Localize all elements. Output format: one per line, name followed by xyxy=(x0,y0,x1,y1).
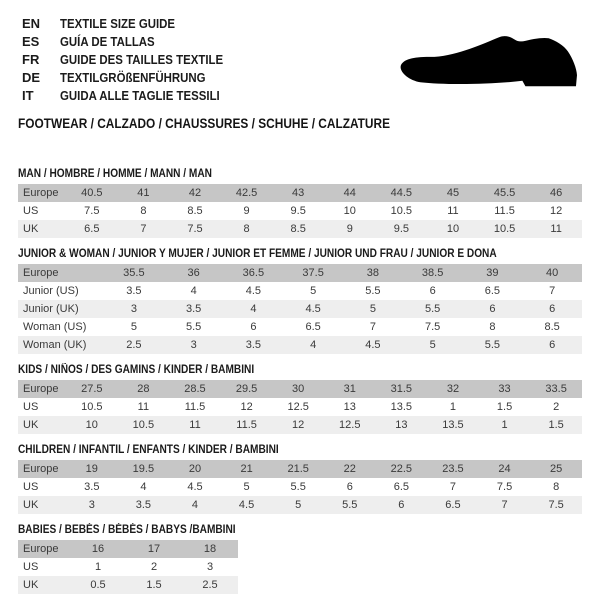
size-cell: 11.5 xyxy=(494,205,515,217)
size-table-block-junior-woman xyxy=(18,248,582,354)
size-cell: 0.5 xyxy=(90,579,106,591)
size-cell: 4.5 xyxy=(238,499,255,511)
size-cell: 9 xyxy=(346,223,353,235)
size-cell: 8 xyxy=(553,481,560,493)
size-cell: 5.5 xyxy=(365,285,381,297)
language-title xyxy=(60,34,168,49)
language-code: FR xyxy=(22,51,40,67)
size-cell: 6.5 xyxy=(445,499,461,511)
table-row xyxy=(18,496,582,514)
size-cell: 16 xyxy=(91,543,105,555)
size-cell: 21 xyxy=(240,463,253,475)
size-cell: 31.5 xyxy=(390,383,413,395)
size-cell: 3 xyxy=(130,303,137,315)
size-cell: 5.5 xyxy=(484,339,501,351)
table-row xyxy=(18,282,582,300)
row-label: Junior (US) xyxy=(23,285,79,297)
size-cell: 3.5 xyxy=(84,481,100,493)
size-cell: 38.5 xyxy=(421,267,444,279)
table-row xyxy=(18,576,238,594)
size-cell: 31 xyxy=(343,383,356,395)
size-cell: 1 xyxy=(94,561,102,573)
size-cell: 38 xyxy=(366,267,379,279)
language-code: IT xyxy=(22,87,34,103)
size-cell: 4.5 xyxy=(245,285,262,297)
language-title xyxy=(60,16,191,31)
language-code: EN xyxy=(22,15,41,31)
row-label: US xyxy=(23,205,39,217)
size-table-block-children xyxy=(18,444,582,514)
size-cell: 19 xyxy=(85,463,98,475)
row-label: Junior (UK) xyxy=(23,303,79,315)
size-cell: 12.5 xyxy=(287,401,309,413)
language-title-text: TEXTILE SIZE GUIDE xyxy=(60,15,176,31)
size-cell: 23.5 xyxy=(442,463,464,475)
table-header-row xyxy=(18,184,582,202)
size-cell: 1.5 xyxy=(496,401,513,413)
size-cell: 8.5 xyxy=(187,205,203,217)
row-label: US xyxy=(23,561,39,573)
size-cell: 3 xyxy=(190,339,197,351)
size-cell: 5 xyxy=(429,339,436,351)
size-cell: 11 xyxy=(550,223,562,235)
size-cell: 6.5 xyxy=(484,285,501,297)
size-cell: 10.5 xyxy=(132,419,155,431)
size-cell: 7.5 xyxy=(424,321,441,333)
size-table-title-text: KIDS / NIÑOS / DES GAMINS / KINDER / BAMBINI xyxy=(18,364,255,376)
size-cell: 8 xyxy=(140,205,147,217)
row-label: UK xyxy=(23,579,39,591)
row-label: Europe xyxy=(23,383,59,395)
size-cell: 12.5 xyxy=(339,419,361,431)
size-cell: 7.5 xyxy=(187,223,203,235)
size-table-children xyxy=(18,460,582,514)
language-title-text: GUÍA DE TALLAS xyxy=(60,33,155,49)
language-row-en xyxy=(22,14,582,32)
size-cell: 6 xyxy=(549,339,556,351)
size-cell: 19.5 xyxy=(132,463,155,475)
size-cell: 2.5 xyxy=(202,579,218,591)
size-cell: 36.5 xyxy=(242,267,265,279)
size-cell: 6.5 xyxy=(393,481,409,493)
size-cell: 2 xyxy=(553,401,560,413)
size-table-title-text: BABIES / BEBÉS / BÉBÉS / BABYS /BAMBINI xyxy=(18,524,236,536)
size-cell: 3 xyxy=(88,499,95,511)
size-cell: 8.5 xyxy=(290,223,306,235)
language-title-text: GUIDE DES TAILLES TEXTILE xyxy=(60,51,224,67)
size-cell: 5 xyxy=(130,321,137,333)
row-label: UK xyxy=(23,419,39,431)
size-table-title-text: JUNIOR & WOMAN / JUNIOR Y MUJER / JUNIOR ET FEMME / JUNIOR UND FRAU / JUNIOR E DONA xyxy=(18,248,497,260)
language-title xyxy=(60,70,225,85)
table-row xyxy=(18,558,238,576)
size-table-block-man xyxy=(18,168,582,238)
size-cell: 6 xyxy=(429,285,436,297)
size-cell: 5 xyxy=(295,499,302,511)
size-cell: 11.5 xyxy=(184,401,206,413)
table-row xyxy=(18,220,582,238)
size-cell: 22.5 xyxy=(390,463,413,475)
size-tables-section xyxy=(18,168,582,594)
size-cell: 2 xyxy=(150,561,158,573)
size-cell: 45.5 xyxy=(493,187,516,199)
size-cell: 11 xyxy=(189,419,201,431)
language-code: ES xyxy=(22,33,40,49)
size-table-kids xyxy=(18,380,582,434)
table-row xyxy=(18,416,582,434)
size-table-block-kids xyxy=(18,364,582,434)
size-table-babies xyxy=(18,540,238,594)
size-cell: 5 xyxy=(310,285,317,297)
size-cell: 4 xyxy=(191,499,199,511)
size-cell: 7 xyxy=(369,321,376,333)
size-table-block-babies xyxy=(18,524,582,594)
size-cell: 4 xyxy=(250,303,257,315)
size-cell: 7.5 xyxy=(548,499,564,511)
size-cell: 4.5 xyxy=(305,303,321,315)
table-row xyxy=(18,478,582,496)
size-cell: 6.5 xyxy=(84,223,100,235)
size-cell: 7 xyxy=(549,285,556,297)
size-cell: 3.5 xyxy=(135,499,152,511)
language-code: DE xyxy=(22,69,41,85)
category-heading xyxy=(18,117,582,131)
size-cell: 24 xyxy=(498,463,511,475)
size-cell: 8 xyxy=(489,321,496,333)
size-cell: 10 xyxy=(85,419,98,431)
size-cell: 9 xyxy=(243,205,250,217)
table-row xyxy=(18,336,582,354)
size-cell: 40 xyxy=(546,267,559,279)
size-cell: 28 xyxy=(137,383,150,395)
table-header-row xyxy=(18,460,582,478)
dress-shoe-icon xyxy=(400,34,578,94)
size-cell: 46 xyxy=(550,187,563,199)
size-cell: 10.5 xyxy=(493,223,516,235)
size-cell: 2.5 xyxy=(126,339,142,351)
size-cell: 3 xyxy=(206,561,214,573)
size-cell: 33 xyxy=(498,383,511,395)
size-cell: 18 xyxy=(203,543,217,555)
size-cell: 1.5 xyxy=(146,579,162,591)
size-cell: 10.5 xyxy=(390,205,413,217)
size-cell: 6 xyxy=(250,321,257,333)
size-cell: 42.5 xyxy=(235,187,258,199)
size-cell: 44.5 xyxy=(390,187,413,199)
size-cell: 32 xyxy=(446,383,460,395)
size-cell: 45 xyxy=(446,187,460,199)
size-cell: 9.5 xyxy=(393,223,409,235)
size-cell: 39 xyxy=(486,267,499,279)
size-cell: 11.5 xyxy=(236,419,257,431)
language-title xyxy=(60,88,242,103)
size-cell: 6 xyxy=(489,303,496,315)
size-cell: 13 xyxy=(343,401,356,413)
table-row xyxy=(18,318,582,336)
category-heading-text: FOOTWEAR / CALZADO / CHAUSSURES / SCHUHE / CALZATURE xyxy=(18,116,391,131)
size-table-junior-woman xyxy=(18,264,582,354)
size-cell: 13 xyxy=(395,419,408,431)
size-cell: 33.5 xyxy=(545,383,567,395)
size-cell: 5 xyxy=(243,481,250,493)
size-cell: 1 xyxy=(449,401,457,413)
row-label: Europe xyxy=(23,187,59,199)
row-label: US xyxy=(23,481,39,493)
size-table-man xyxy=(18,184,582,238)
size-table-title xyxy=(18,168,582,181)
row-label: Europe xyxy=(23,267,59,279)
size-cell: 6 xyxy=(549,303,556,315)
size-cell: 12 xyxy=(240,401,253,413)
size-cell: 20 xyxy=(188,463,202,475)
size-cell: 5.5 xyxy=(342,499,358,511)
size-cell: 42 xyxy=(188,187,202,199)
size-cell: 1.5 xyxy=(548,419,564,431)
size-cell: 36 xyxy=(187,267,200,279)
size-cell: 6.5 xyxy=(305,321,321,333)
size-cell: 10 xyxy=(343,205,356,217)
size-cell: 7.5 xyxy=(84,205,100,217)
size-cell: 7.5 xyxy=(496,481,513,493)
size-cell: 21.5 xyxy=(287,463,309,475)
size-cell: 1 xyxy=(501,419,508,431)
size-cell: 10 xyxy=(446,223,460,235)
size-cell: 17 xyxy=(147,543,161,555)
size-cell: 5 xyxy=(369,303,376,315)
size-cell: 8.5 xyxy=(544,321,560,333)
size-table-title xyxy=(18,524,582,537)
table-header-row xyxy=(18,380,582,398)
size-cell: 3.5 xyxy=(245,339,262,351)
size-cell: 13.5 xyxy=(442,419,464,431)
language-title xyxy=(60,52,245,67)
table-row xyxy=(18,300,582,318)
row-label: UK xyxy=(23,223,39,235)
row-label: Woman (UK) xyxy=(23,339,87,351)
size-cell: 11 xyxy=(447,205,459,217)
table-header-row xyxy=(18,540,238,558)
size-cell: 4.5 xyxy=(365,339,381,351)
size-cell: 44 xyxy=(343,187,356,199)
size-table-title-text: MAN / HOMBRE / HOMME / MANN / MAN xyxy=(18,168,212,180)
size-cell: 3.5 xyxy=(126,285,142,297)
size-cell: 30 xyxy=(292,383,305,395)
language-title-text: GUIDA ALLE TAGLIE TESSILI xyxy=(60,87,220,103)
size-cell: 28.5 xyxy=(184,383,206,395)
size-cell: 43 xyxy=(292,187,305,199)
row-label: Europe xyxy=(23,543,59,555)
size-cell: 4 xyxy=(190,285,197,297)
size-cell: 7 xyxy=(449,481,457,493)
table-header-row xyxy=(18,264,582,282)
size-cell: 5.5 xyxy=(185,321,202,333)
size-cell: 3.5 xyxy=(185,303,202,315)
table-row xyxy=(18,202,582,220)
size-cell: 5.5 xyxy=(424,303,441,315)
row-label: Woman (US) xyxy=(23,321,87,333)
size-cell: 4 xyxy=(310,339,317,351)
table-row xyxy=(18,398,582,416)
size-table-title xyxy=(18,444,582,457)
row-label: Europe xyxy=(23,463,59,475)
size-table-title-text: CHILDREN / INFANTIL / ENFANTS / KINDER / BAMBINI xyxy=(18,444,279,456)
size-cell: 12 xyxy=(292,419,305,431)
size-cell: 13.5 xyxy=(390,401,413,413)
size-cell: 27.5 xyxy=(81,383,103,395)
size-table-title xyxy=(18,364,582,377)
size-cell: 9.5 xyxy=(290,205,306,217)
size-cell: 12 xyxy=(550,205,563,217)
size-cell: 35.5 xyxy=(123,267,145,279)
size-cell: 8 xyxy=(243,223,250,235)
row-label: UK xyxy=(23,499,39,511)
size-cell: 40.5 xyxy=(81,187,103,199)
size-cell: 7 xyxy=(140,223,147,235)
language-title-text: TEXTILGRÖßENFÜHRUNG xyxy=(60,69,206,85)
size-cell: 4.5 xyxy=(187,481,203,493)
size-cell: 11 xyxy=(137,401,150,413)
size-cell: 6 xyxy=(346,481,353,493)
size-cell: 7 xyxy=(501,499,508,511)
size-cell: 10.5 xyxy=(81,401,103,413)
row-label: US xyxy=(23,401,39,413)
size-cell: 25 xyxy=(550,463,563,475)
size-cell: 22 xyxy=(343,463,356,475)
size-cell: 41 xyxy=(137,187,150,199)
size-cell: 4 xyxy=(140,481,147,493)
size-cell: 37.5 xyxy=(302,267,324,279)
size-cell: 5.5 xyxy=(290,481,306,493)
size-cell: 29.5 xyxy=(235,383,258,395)
size-cell: 6 xyxy=(398,499,405,511)
size-table-title xyxy=(18,248,582,261)
